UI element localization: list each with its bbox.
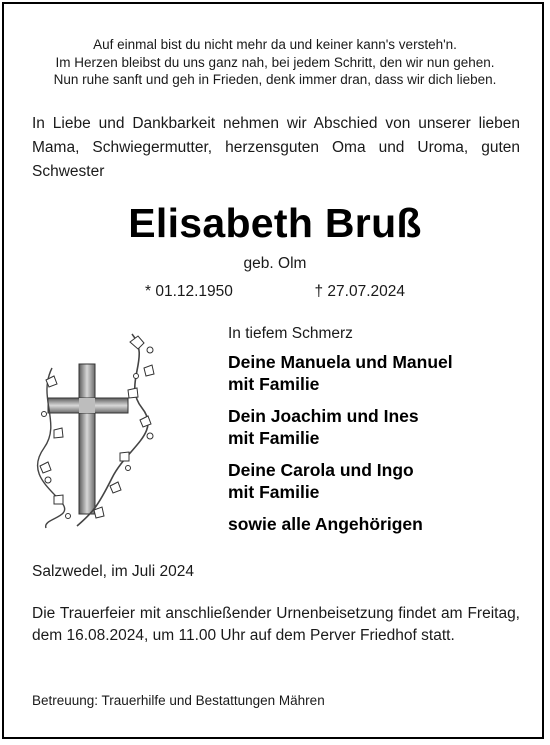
deceased-name: Elisabeth Bruß	[128, 200, 422, 246]
mourners-block	[228, 325, 528, 545]
mourner-group-4: sowie alle Angehörigen	[228, 514, 423, 534]
mourner-group-2: Dein Joachim und Ines mit Familie	[228, 406, 419, 448]
poem-line-2: Im Herzen bleibst du uns ganz nah, bei jedem Schritt, den wir nun gehen.	[55, 54, 495, 70]
poem-line-1: Auf einmal bist du nicht mehr da und keiner kann's versteh'n.	[93, 37, 457, 52]
poem-line-3: Nun ruhe sanft und geh in Frieden, denk immer dran, dass wir dich lieben.	[53, 72, 497, 87]
cross-with-ivy-icon	[32, 328, 160, 532]
mourner-group-3: Deine Carola und Ingo mit Familie	[228, 460, 414, 502]
death-date: † 27.07.2024	[314, 283, 405, 300]
mourners-heading: In tiefem Schmerz	[228, 325, 353, 342]
poem	[16, 36, 534, 89]
birth-date: * 01.12.1950	[145, 283, 233, 300]
intro-text: In Liebe und Dankbarkeit nehmen wir Abschied von unserer lieben Mama, Schwiegermutter, herzensguten Oma und Uroma, guten Schwester	[32, 115, 520, 180]
funeral-notice: Die Trauerfeier mit anschließender Urnenbeisetzung findet am Freitag, dem 16.08.2024, um 11.00 Uhr auf dem Perver Friedhof statt.	[32, 605, 520, 644]
mourner-group-1: Deine Manuela und Manuel mit Familie	[228, 352, 453, 394]
maiden-name: geb. Olm	[243, 255, 307, 272]
funeral-home-credit: Betreuung: Trauerhilfe und Bestattungen Mähren	[32, 693, 325, 708]
place-date: Salzwedel, im Juli 2024	[32, 563, 194, 580]
